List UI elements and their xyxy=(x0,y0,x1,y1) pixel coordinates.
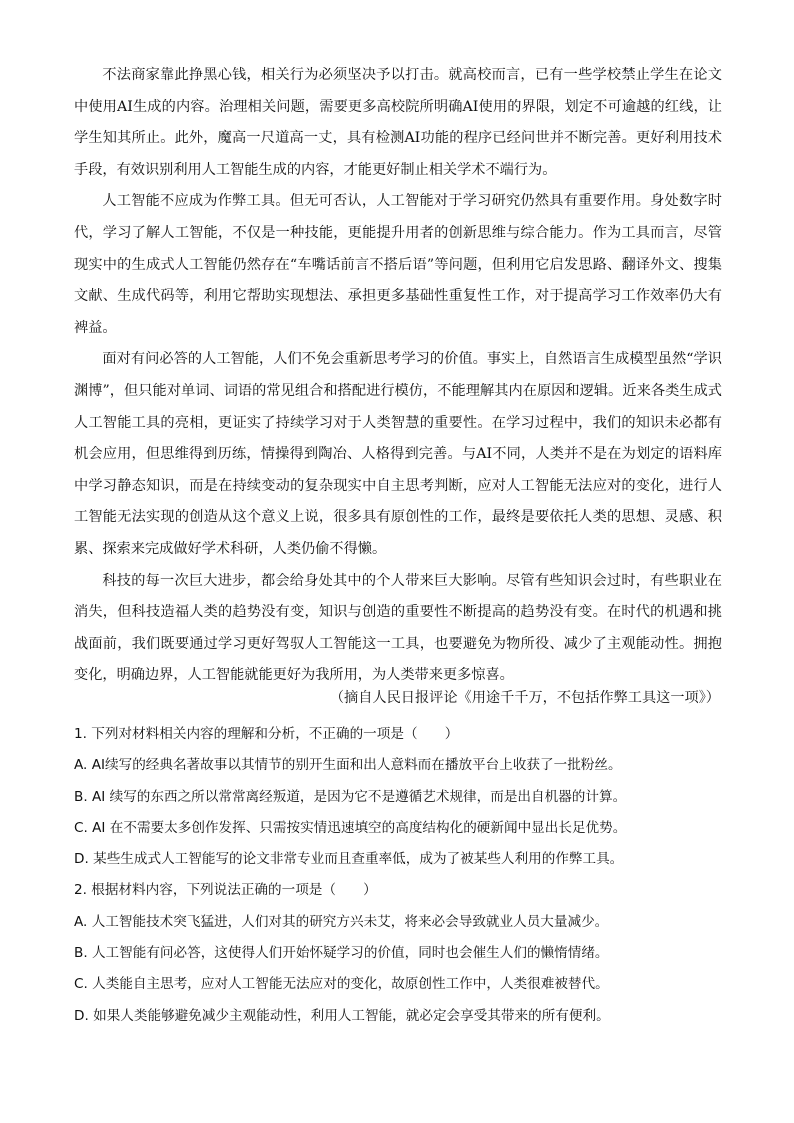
question-1 xyxy=(74,719,734,875)
reading-passage xyxy=(74,60,722,692)
question-stem: 1. 下列对材料相关内容的理解和分析，不正确的一项是（ ） xyxy=(74,726,459,742)
passage-paragraph: 不法商家靠此挣黑心钱，相关行为必须坚决予以打击。就高校而言，已有一些学校禁止学生在论文中使用AI生成的内容。治理相关问题，需要更多高校院所明确AI使用的界限，划定不可逾越的红线，让学生知其所止。此外，魔高一尺道高一丈，具有检测AI功能的程序已经问世并不断完善。更好利用技术手段，有效识别利用人工智能生成的内容，才能更好制止相关学术不端行为。 xyxy=(74,67,722,178)
question-option-c: C. AI 在不需要太多创作发挥、只需按实情迅速填空的高度结构化的硬新闻中显出长足优势。 xyxy=(74,819,627,836)
question-list xyxy=(74,719,734,1032)
question-option-a: A. AI续写的经典名著故事以其情节的别开生面和出人意料而在播放平台上收获了一批粉丝。 xyxy=(74,757,622,774)
passage-paragraph: 面对有问必答的人工智能，人们不免会重新思考学习的价值。事实上，自然语言生成模型虽然“学识渊博”，但只能对单词、词语的常见组合和搭配进行模仿，不能理解其内在原因和逻辑。近来各类生成式人工智能工具的亮相，更证实了持续学习对于人类智慧的重要性。在学习过程中，我们的知识未必都有机会应用，但思维得到历练，情操得到陶冶、人格得到完善。与AI不同，人类并不是在为划定的语料库中学习静态知识，而是在持续变动的复杂现实中自主思考判断，应对人工智能无法应对的变化，进行人工智能无法实现的创造从这个意义上说，很多具有原创性的工作，最终是要依托人类的思想、灵感、积累、探索来完成做好学术科研，人类仍偷不得懒。 xyxy=(74,351,722,557)
question-option-b: B. AI 续写的东西之所以常常离经叛道，是因为它不是遵循艺术规律，而是出自机器的计算。 xyxy=(74,788,627,805)
question-2 xyxy=(74,875,734,1031)
question-option-d: D. 某些生成式人工智能写的论文非常专业而且查重率低，成为了被某些人利用的作弊工具。 xyxy=(74,851,624,868)
passage-source: （摘自人民日报评论《用途千千万，不包括作弊工具这一项》） xyxy=(329,690,720,706)
passage-paragraph: 科技的每一次巨大进步，都会给身处其中的个人带来巨大影响。尽管有些知识会过时，有些职业在消失，但科技造福人类的趋势没有变，知识与创造的重要性不断提高的趋势没有变。在时代的机遇和挑战面前，我们既要通过学习更好驾驭人工智能这一工具，也要避免为物所役、减少了主观能动性。拥抱变化，明确边界，人工智能就能更好为我所用，为人类带来更多惊喜。 xyxy=(74,572,722,684)
question-option-a: A. 人工智能技术突飞猛进，人们对其的研究方兴未艾，将来必会导致就业人员大量减少。 xyxy=(74,913,609,930)
question-option-c: C. 人类能自主思考，应对人工智能无法应对的变化，故原创性工作中，人类很难被替代。 xyxy=(74,976,609,993)
question-option-d: D. 如果人类能够避免减少主观能动性，利用人工智能，就必定会享受其带来的所有便利。 xyxy=(74,1007,610,1024)
question-option-b: B. 人工智能有问必答，这使得人们开始怀疑学习的价值，同时也会催生人们的懒惰情绪。 xyxy=(74,945,609,962)
passage-paragraph: 人工智能不应成为作弊工具。但无可否认，人工智能对于学习研究仍然具有重要作用。身处数字时代，学习了解人工智能，不仅是一种技能，更能提升用者的创新思维与综合能力。作为工具而言，尽管现实中的生成式人工智能仍然存在“车嘴话前言不搭后语”等问题，但利用它启发思路、翻译外文、搜集文献、生成代码等，利用它帮助实现想法、承担更多基础性重复性工作，对于提高学习工作效率仍大有裨益。 xyxy=(74,193,722,336)
question-stem: 2. 根据材料内容，下列说法正确的一项是（ ） xyxy=(74,882,377,899)
